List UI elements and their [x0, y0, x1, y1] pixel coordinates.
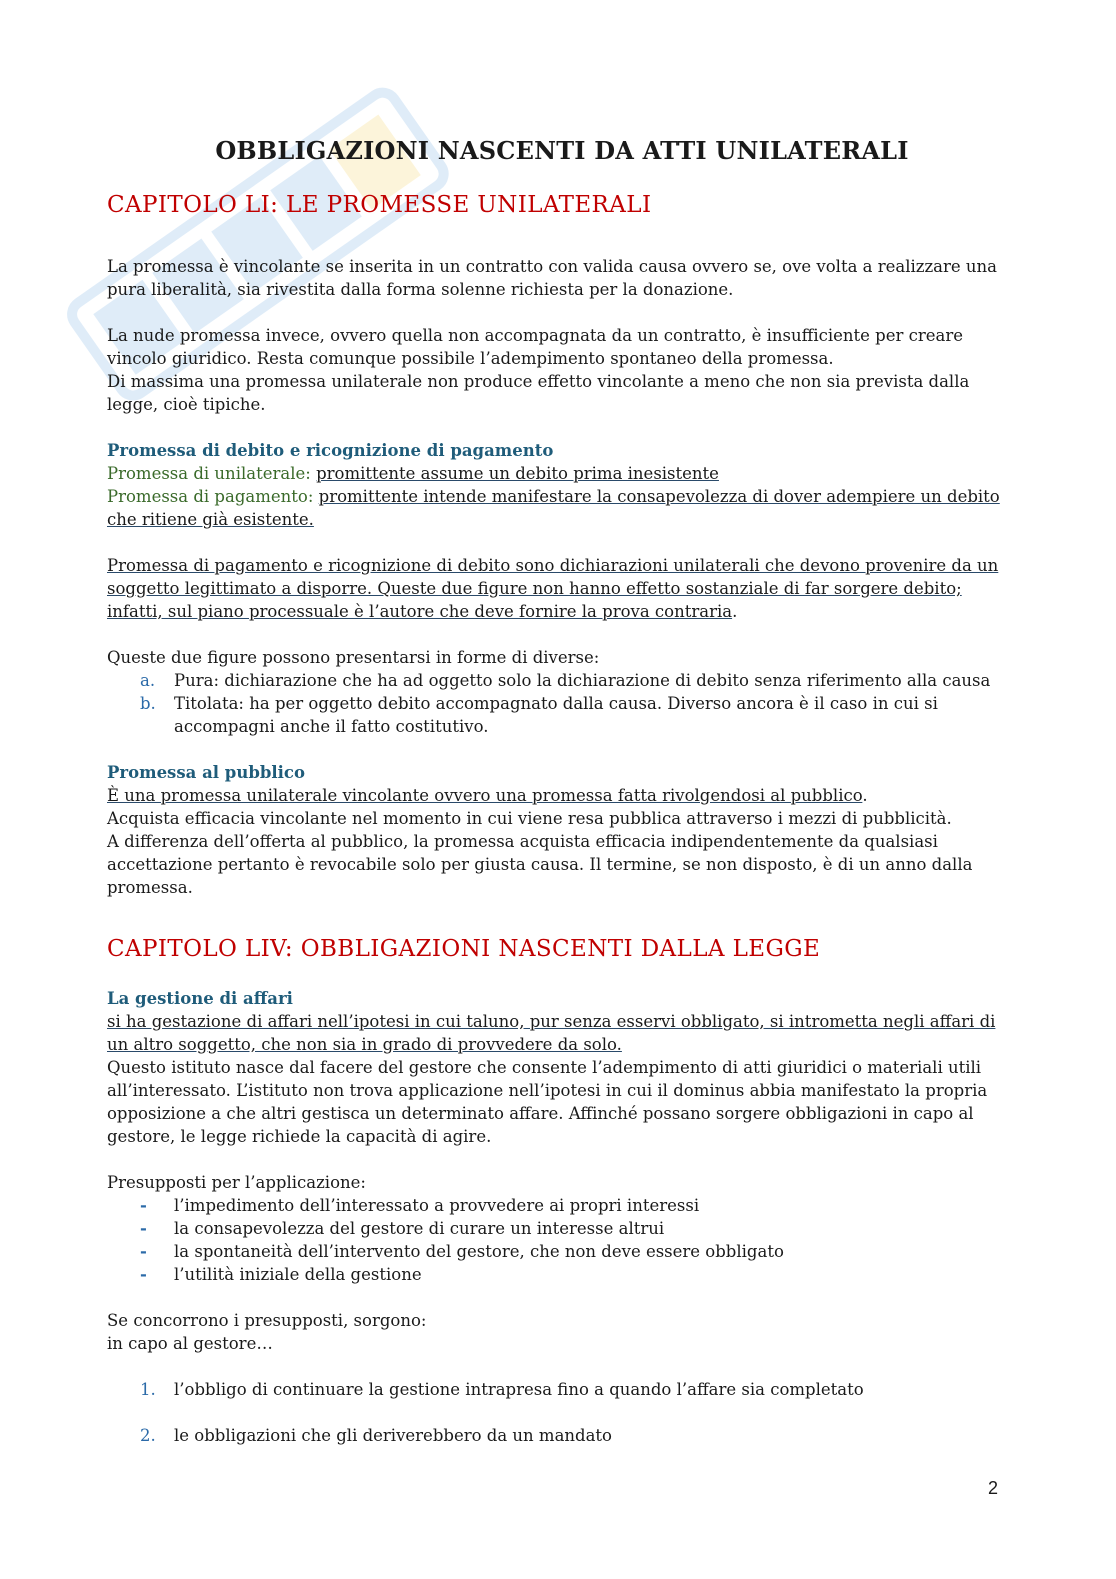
list-item [107, 1424, 1017, 1447]
underlined-text: È una promessa unilaterale vincolante ovvero una promessa fatta rivolgendosi al pubblico [107, 786, 863, 805]
definition-label: Promessa di pagamento: [107, 487, 314, 506]
definition-text: promittente assume un debito prima inesistente [316, 464, 719, 483]
document-title: OBBLIGAZIONI NASCENTI DA ATTI UNILATERALI [215, 136, 909, 165]
section-heading-debito: Promessa di debito e ricognizione di pagamento [107, 441, 554, 460]
chapter-heading-li: CAPITOLO LI: LE PROMESSE UNILATERALI [107, 192, 652, 218]
paragraph [107, 1010, 1017, 1056]
paragraph: Questo istituto nasce dal facere del gestore che consente l’adempimento di atti giuridici o materiali utili all’interessato. L’istituto non trova applicazione nell’ipotesi in cui il dominus abbia manifestato la propria opposizione a che altri gestisca un determinato affare. Affinché possano sorgere obbligazioni in capo al gestore, le legge richiede la capacità di agire. [107, 1058, 988, 1146]
list-item [107, 1263, 1017, 1286]
list-item-text: Titolata: ha per oggetto debito accompagnato dalla causa. Diverso ancora è il caso in cui si accompagni anche il fatto costitutivo. [174, 694, 938, 736]
punctuation: . [862, 786, 868, 805]
paragraph: Presupposti per l’applicazione: [107, 1173, 366, 1192]
definition-text: promittente intende manifestare la consapevolezza di dover adempiere un debito che ritiene già esistente. [107, 487, 1000, 529]
paragraph: La promessa è vincolante se inserita in un contratto con valida causa ovvero se, ove volta a realizzare una pura liberalità, sia rivestita dalla forma solenne richiesta per la donazione. [107, 257, 998, 299]
list-marker: - [140, 1196, 147, 1215]
lettered-list [107, 669, 1017, 738]
list-marker: - [140, 1242, 147, 1261]
list-item [107, 1217, 1017, 1240]
paragraph [107, 554, 1017, 623]
underlined-text: Promessa di pagamento e ricognizione di debito sono dichiarazioni unilaterali che devono provenire da un soggetto legittimato a disporre. Queste due figure non hanno effetto sostanziale di far sorgere debito; infatti, sul piano processuale è l’autore che deve fornire la prova contraria [107, 556, 999, 621]
definition-line [107, 462, 1017, 485]
list-item-text: la consapevolezza del gestore di curare un interesse altrui [174, 1219, 665, 1238]
list-item [107, 692, 1017, 738]
paragraph: Se concorrono i presupposti, sorgono: [107, 1311, 427, 1330]
paragraph: in capo al gestore… [107, 1334, 273, 1353]
list-item-text: le obbligazioni che gli deriverebbero da un mandato [174, 1426, 612, 1445]
paragraph: A differenza dell’offerta al pubblico, la promessa acquista efficacia indipendentemente da qualsiasi accettazione pertanto è revocabile solo per giusta causa. Il termine, se non disposto, è di un anno dalla promessa. [107, 832, 973, 897]
definition-label: Promessa di unilaterale: [107, 464, 311, 483]
paragraph [107, 784, 1017, 807]
paragraph: Acquista efficacia vincolante nel momento in cui viene resa pubblica attraverso i mezzi di pubblicità. [107, 809, 952, 828]
list-item-text: l’obbligo di continuare la gestione intrapresa fino a quando l’affare sia completato [174, 1380, 864, 1399]
list-item [107, 1194, 1017, 1217]
section-heading-pubblico: Promessa al pubblico [107, 763, 305, 782]
list-marker: 1. [140, 1380, 156, 1399]
page-number: 2 [988, 1478, 999, 1498]
definition-line [107, 485, 1017, 531]
list-marker: - [140, 1265, 147, 1284]
list-item [107, 669, 1017, 692]
list-item [107, 1378, 1017, 1401]
list-item [107, 1240, 1017, 1263]
paragraph: La nude promessa invece, ovvero quella non accompagnata da un contratto, è insufficiente per creare vincolo giuridico. Resta comunque possibile l’adempimento spontaneo della promessa. [107, 326, 964, 368]
list-item-text: l’utilità iniziale della gestione [174, 1265, 422, 1284]
list-marker: 2. [140, 1426, 156, 1445]
list-item-text: l’impedimento dell’interessato a provvedere ai propri interessi [174, 1196, 700, 1215]
list-spacer [107, 1401, 1017, 1424]
paragraph: Queste due figure possono presentarsi in forme di diverse: [107, 648, 600, 667]
underlined-text: si ha gestazione di affari nell’ipotesi in cui taluno, pur senza esservi obbligato, si intrometta negli affari di un altro soggetto, che non sia in grado di provvedere da solo. [107, 1012, 996, 1054]
list-marker: - [140, 1219, 147, 1238]
paragraph: Di massima una promessa unilaterale non produce effetto vincolante a meno che non sia prevista dalla legge, cioè tipiche. [107, 372, 970, 414]
section-heading-gestione: La gestione di affari [107, 989, 293, 1008]
list-marker: a. [140, 671, 156, 690]
chapter-heading-liv: CAPITOLO LIV: OBBLIGAZIONI NASCENTI DALLA LEGGE [107, 936, 821, 962]
document-body [107, 136, 1017, 1447]
list-marker: b. [140, 694, 156, 713]
list-item-text: la spontaneità dell’intervento del gestore, che non deve essere obbligato [174, 1242, 784, 1261]
list-item-text: Pura: dichiarazione che ha ad oggetto solo la dichiarazione di debito senza riferimento alla causa [174, 671, 991, 690]
punctuation: . [732, 602, 738, 621]
numbered-list [107, 1378, 1017, 1447]
dash-list [107, 1194, 1017, 1286]
